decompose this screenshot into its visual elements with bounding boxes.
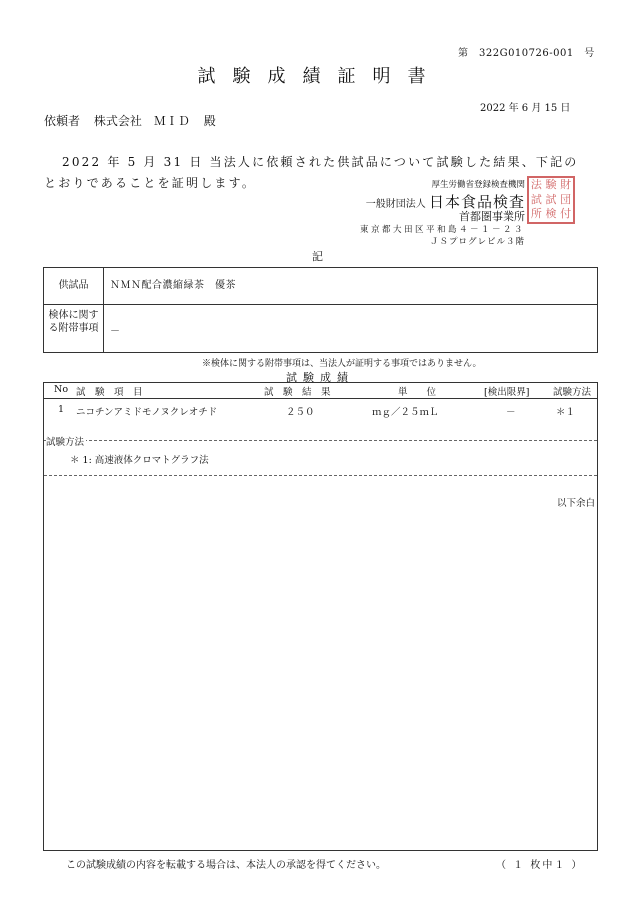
- seal-char: 験: [545, 178, 557, 191]
- sample-info-box: [43, 267, 598, 353]
- seal-char: 団: [560, 192, 572, 206]
- results-box: [43, 382, 598, 851]
- results-title: 試験成績: [286, 371, 354, 384]
- issuer-org-name: 日本食品検査: [428, 193, 525, 211]
- statement-line-1: 2022 年 5 月 31 日 当法人に依頼された供試品について試験した結果、下記の: [62, 155, 579, 169]
- issue-date: 2022 年 6 月 15 日: [480, 103, 571, 114]
- row-no: 1: [58, 404, 65, 415]
- page-count: （ １ 枚中１ ）: [496, 860, 584, 871]
- client-company: 株式会社 ＭＩＤ: [93, 114, 190, 128]
- seal-char: 試: [530, 192, 542, 206]
- sample-row: [44, 268, 597, 305]
- issuer-office: 首都圏事業所: [459, 210, 525, 223]
- method-label: 試験方法: [46, 434, 86, 448]
- attached-label: 検体に関する附帯事項: [44, 304, 104, 353]
- seal-char: 財: [560, 178, 572, 191]
- attached-note: ※検体に関する附帯事項は、当法人が証明する事項ではありません。: [202, 359, 482, 369]
- issuer-building: ＪＳプログレビル３階: [429, 237, 525, 247]
- row-result: ２５０: [286, 407, 315, 418]
- issuer-address: 東京都大田区平和島４－１－２３: [359, 225, 525, 235]
- issuer-org-type: 一般財団法人: [365, 199, 426, 210]
- row-item: ニコチンアミドモノヌクレオチド: [76, 407, 218, 418]
- header-limit: [検出限界]: [484, 387, 530, 398]
- seal-char: 法: [530, 178, 542, 191]
- header-no: No: [54, 384, 69, 395]
- row-unit: ｍｇ／２５ｍＬ: [372, 407, 439, 418]
- document-title: 試験成績証明書: [197, 66, 443, 87]
- client-label: 依頼者: [44, 114, 81, 128]
- attached-value: －: [110, 326, 120, 337]
- header-result: 試 験 結 果: [264, 387, 331, 398]
- results-header-row: [44, 383, 597, 399]
- row-method: ＊１: [556, 407, 576, 418]
- row-limit: －: [506, 407, 516, 418]
- header-method: 試験方法: [553, 387, 592, 398]
- method-divider: [44, 440, 597, 441]
- client-line: [44, 112, 226, 129]
- footer-notice: この試験成績の内容を転載する場合は、本法人の承認を得てください。: [66, 860, 386, 871]
- header-unit: 単 位: [398, 387, 437, 398]
- ki-heading: 記: [312, 250, 323, 263]
- official-seal-stamp: [527, 176, 575, 224]
- seal-char: 検: [545, 207, 557, 221]
- sample-value: ＮＭＮ配合濃縮緑茶 優茶: [110, 280, 236, 291]
- seal-char: 付: [560, 207, 572, 221]
- statement-line-2: とおりであることを証明します。: [44, 176, 257, 190]
- seal-char: 所: [530, 207, 542, 221]
- issuer-registration: 厚生労働省登録検査機関: [431, 180, 525, 190]
- header-item: 試 験 項 目: [76, 387, 143, 398]
- method-end-divider: [44, 475, 597, 476]
- end-note: 以下余白: [556, 498, 595, 509]
- seal-char: 試: [545, 192, 557, 206]
- method-item: ＊ 1: 高速液体クロマトグラフ法: [70, 455, 209, 466]
- certificate-number: 第 322G010726-001 号: [458, 48, 595, 59]
- sample-label: 供試品: [44, 268, 104, 304]
- client-honorific: 殿: [203, 114, 216, 128]
